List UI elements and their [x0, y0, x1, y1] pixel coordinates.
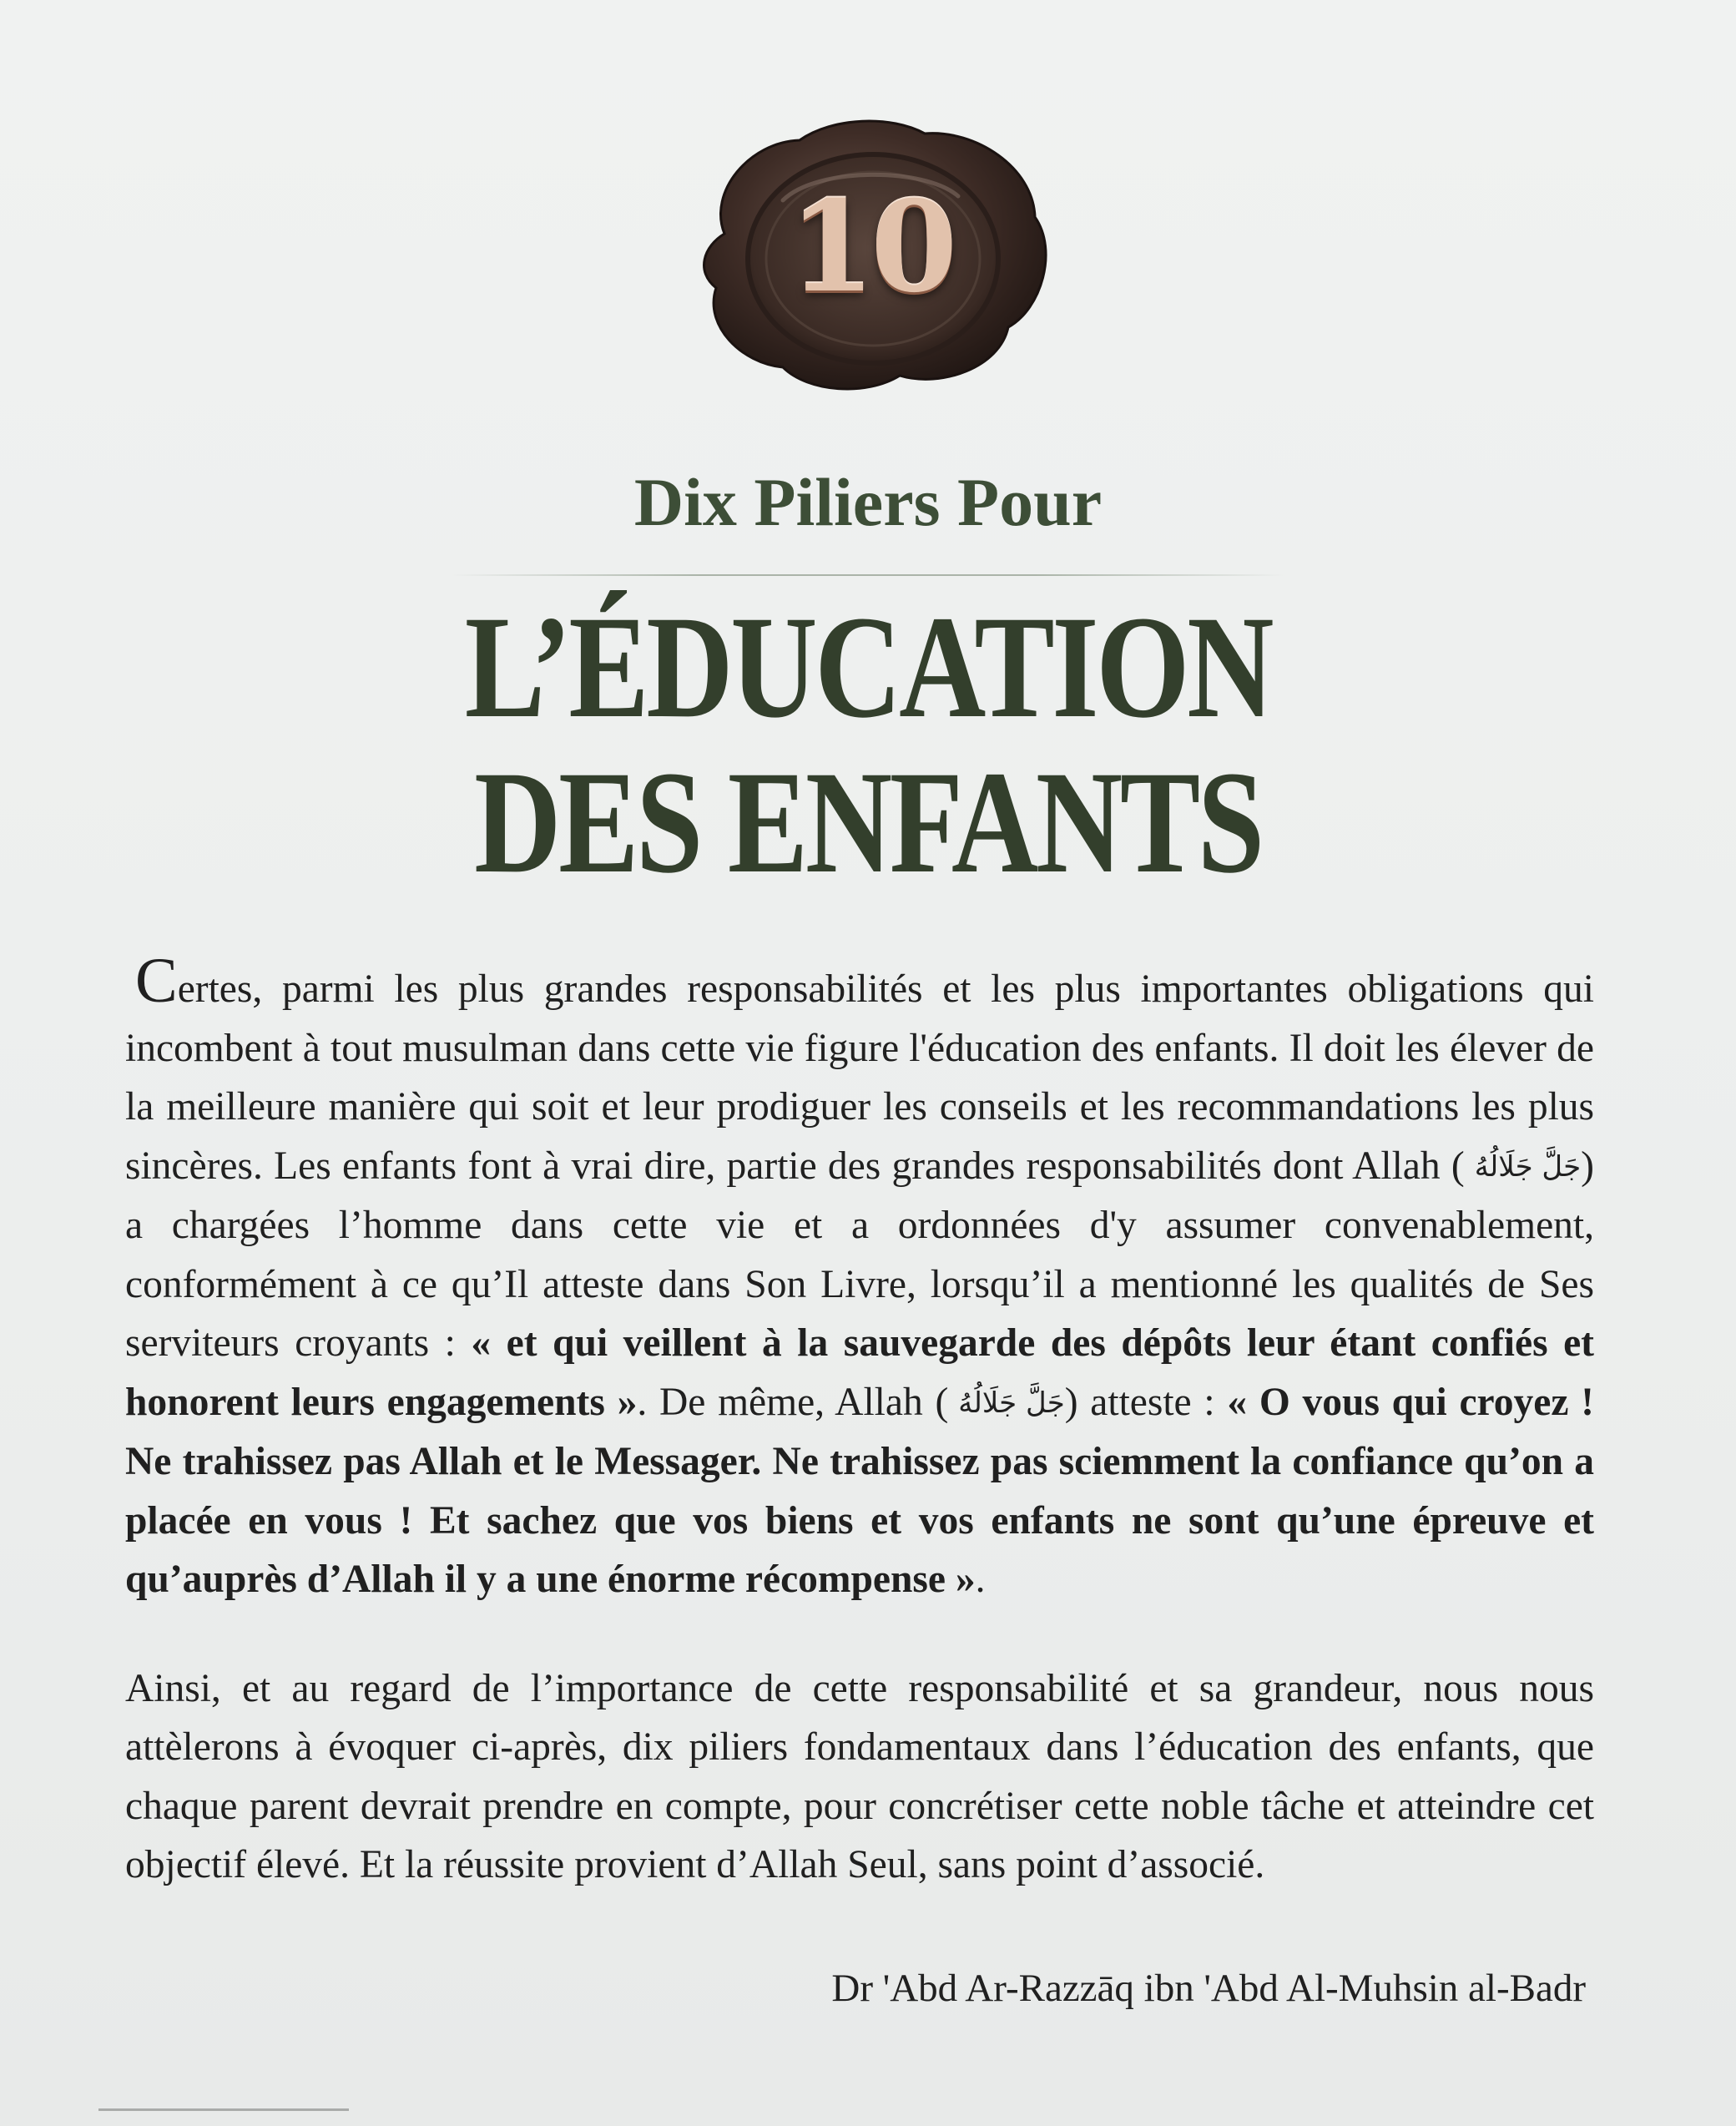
honorific-glyph: جَلَّ جَلَالُهُ: [958, 1386, 1065, 1420]
seal-number: 10: [788, 174, 953, 321]
quran-quote-2: « O vous qui croyez ! Ne trahissez pas Allah et le Messager. Ne trahissez pas sciemment la confiance qu’on a placée en vous ! Et sachez que vos biens et vos enfants ne sont qu’une épreuve et qu’auprès d’Allah il y a une énorme récompense »: [125, 1380, 1594, 1601]
blurb-text: [125, 946, 1595, 1895]
quran-quote-1: « et qui veillent à la sauvegarde des dépôts leur étant confiés et honorent leurs engagements »: [125, 1321, 1595, 1424]
book-subtitle: Dix Piliers Pour: [633, 464, 1103, 540]
wax-seal: [674, 109, 1067, 409]
author-name: Dr 'Abd Ar-Razzāq ibn 'Abd Al-Muhsin al-Badr: [831, 1967, 1586, 2010]
paragraph-1-text-d: ) atteste :: [1064, 1380, 1228, 1424]
paragraph-1-text-a: ertes, parmi les plus grandes responsabilités et les plus importantes obligations qui incombent à tout musulman dans cette vie figure l'éducation des enfants. Il doit les élever de la meilleure manière qui soit et leur prodiguer les conseils et les recommandations les plus sincères. Les enfants font à vrai dire, partie des grandes responsabilités dont Allah (: [125, 967, 1594, 1188]
drop-cap: C: [135, 946, 178, 1016]
paragraph-1: [125, 946, 1595, 1609]
paragraph-1-end: .: [975, 1558, 986, 1601]
paragraph-1-text-b: ) a chargées l’homme dans cette vie et a ordonnées d'y assumer convenablement, conformément à ce qu’Il atteste dans Son Livre, lorsqu’il a mentionné les qualités de Ses serviteurs croyants :: [125, 1144, 1594, 1365]
bottom-divider: [98, 2108, 349, 2111]
title-divider: [451, 574, 1285, 576]
book-title-line-2: DES ENFANTS: [474, 741, 1262, 904]
paragraph-2: Ainsi, et au regard de l’importance de cette responsabilité et sa grandeur, nous nous attèlerons à évoquer ci-après, dix piliers fondamentaux dans l’éducation des enfants, que chaque parent devrait prendre en compte, pour concrétiser cette noble tâche et atteindre cet objectif élevé. Et la réussite provient d’Allah Seul, sans point d’associé.: [125, 1666, 1594, 1886]
paragraph-1-text-c: . De même, Allah (: [637, 1380, 949, 1424]
honorific-glyph: جَلَّ جَلَالُهُ: [1474, 1149, 1582, 1184]
book-title-line-1: L’ÉDUCATION: [464, 586, 1272, 749]
